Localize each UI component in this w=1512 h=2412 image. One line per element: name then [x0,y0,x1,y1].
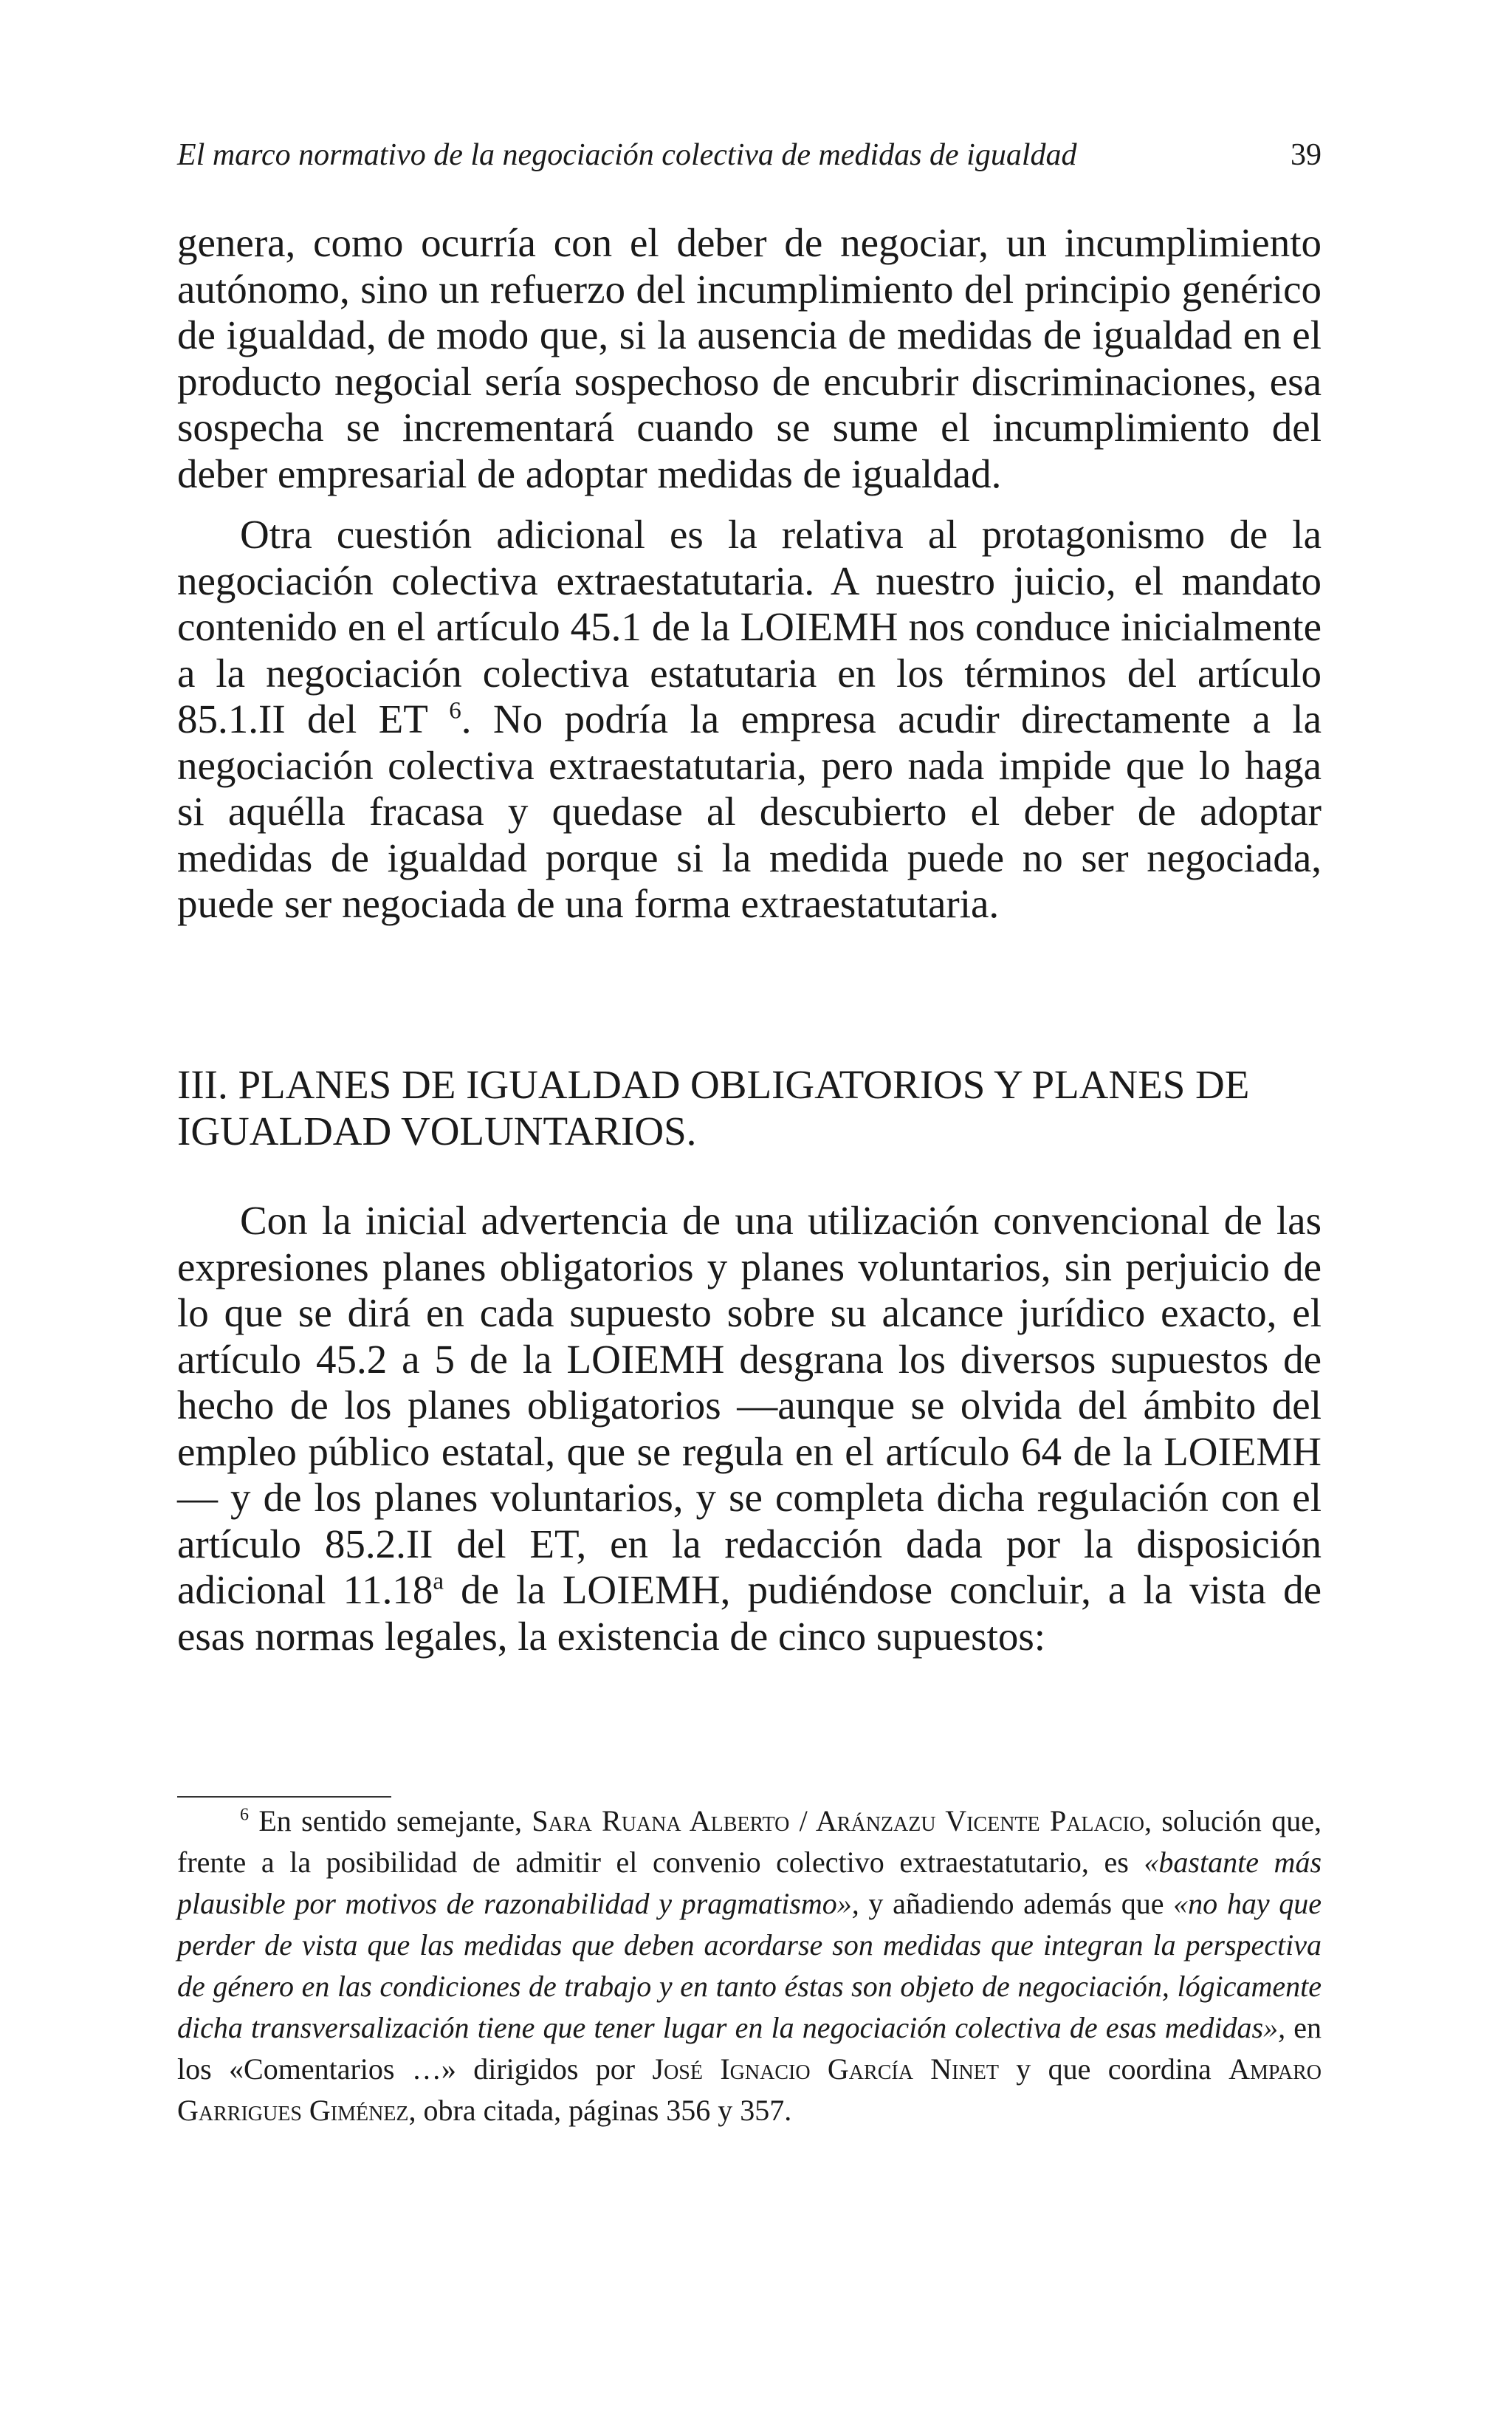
footnote-text-2: , solución que, frente a la posibilidad de admitir el convenio colectivo extraestatutario, es [177,1804,1322,1879]
paragraph-2 [177,512,1322,928]
paragraph-2-text-a: Otra cuestión adicional es la relativa al protagonismo de la negociación colectiva extraestatutaria. A nuestro juicio, el mandato contenido en el artículo 45.1 de la LOIEMH nos conduce inicialmente a la negociación colectiva estatutaria en los términos del artículo 85.1.II del ET [177,512,1322,741]
section-heading-line-1: III. PLANES DE IGUALDAD OBLIGATORIOS Y PLANES DE [177,1062,1250,1107]
footnote-author-3: Amparo Garrigues Giménez [177,2052,1322,2127]
footnote-text-1: En sentido semejante, [249,1804,532,1837]
footnote-text-3: y añadiendo además que [859,1887,1174,1920]
body-text-top [177,220,1322,928]
page-number: 39 [1291,138,1322,172]
footnote-separator [177,1796,391,1798]
paragraph-1: genera, como ocurría con el deber de negociar, un incumplimiento autónomo, sino un refuerzo del incumplimiento del principio genérico de igualdad, de modo que, si la ausencia de medidas de igualdad en el producto negocial sería sospechoso de encubrir discriminaciones, esa sospecha se incrementará cuando se sume el incumplimiento del deber empresarial de adoptar medidas de igualdad. [177,220,1322,496]
footnote-text-6: , obra citada, páginas 356 y 357. [408,2094,792,2127]
section-heading [177,1062,1322,1154]
paragraph-3-text-b: de la LOIEMH, pudiéndose concluir, a la vista de esas normas legales, la existencia de cinco supuestos: [177,1567,1322,1659]
footnote-number: 6 [240,1805,249,1825]
footnote-quote-2: «no hay que perder de vista que las medidas que deben acordarse son medidas que integran la perspectiva de género en las condiciones de trabajo y en tanto éstas son objeto de negociación, lógicamente dicha transversalización tiene que tener lugar en la negociación colectiva de esas medidas», [177,1887,1322,2044]
footnote-ref-6[interactable]: 6 [449,697,461,724]
footnote-text-4: en los «Comentarios …» dirigidos por [177,2011,1322,2086]
running-title: El marco normativo de la negociación colectiva de medidas de igualdad [177,138,1077,172]
footnote-author-2: José Ignacio García Ninet [652,2052,999,2086]
footnote-text [177,1801,1322,2131]
footnote-text-5: y que coordina [998,2052,1229,2086]
body-text-bottom [177,1198,1322,1659]
footnote-quote-1: «bastante más plausible por motivos de razonabilidad y pragmatismo», [177,1846,1322,1920]
footnote-author-1: Sara Ruana Alberto / Aránzazu Vicente Palacio [532,1804,1144,1837]
paragraph-3 [177,1198,1322,1659]
paragraph-3-text-a: Con la inicial advertencia de una utilización convencional de las expresiones planes obligatorios y planes voluntarios, sin perjuicio de lo que se dirá en cada supuesto sobre su alcance jurídico exacto, el artículo 45.2 a 5 de la LOIEMH desgrana los diversos supuestos de hecho de los planes obligatorios —aunque se olvida del ámbito del empleo público estatal, que se regula en el artículo 64 de la LOIEMH— y de los planes voluntarios, y se completa dicha regulación con el artículo 85.2.II del ET, en la redacción dada por la disposición adicional 11.18 [177,1198,1322,1612]
paragraph-2-text-b: . No podría la empresa acudir directamente a la negociación colectiva extraestatutaria, pero nada impide que lo haga si aquélla fracasa y quedase al descubierto el deber de adoptar medidas de igualdad porque si la medida puede no ser negociada, puede ser negociada de una forma extraestatutaria. [177,696,1322,926]
section-heading-line-2: IGUALDAD VOLUNTARIOS. [177,1108,697,1154]
footnote-6 [177,1801,1322,2131]
ordinal-indicator: a [433,1568,444,1595]
